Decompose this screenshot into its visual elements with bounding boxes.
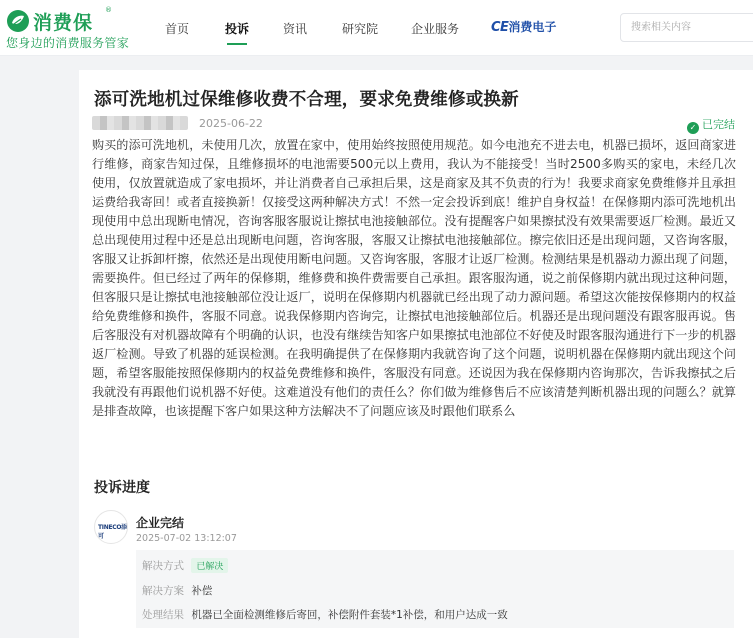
nav-home[interactable]: 首页 xyxy=(165,22,190,36)
resolution-method-row xyxy=(142,558,228,573)
nav-consumer-electronics[interactable] xyxy=(491,18,556,35)
ce-label: 消费电子 xyxy=(508,20,557,34)
check-circle-icon: ✓ xyxy=(687,122,699,134)
leaf-logo-icon xyxy=(6,9,30,33)
resolution-plan-label: 解决方案 xyxy=(142,585,184,597)
tineco-logo-icon xyxy=(94,510,128,544)
status-badge xyxy=(687,116,735,134)
resolution-result-label: 处理结果 xyxy=(142,609,184,621)
company-name: 企业完结 xyxy=(136,516,185,530)
complaint-card xyxy=(79,70,753,638)
complaint-body: 购买的添可洗地机，未使用几次，放置在家中，使用始终按照使用规范。如今电池充不进去电，机器已损坏，返回商家进行维修，商家告知过保，且维修损坏的电池需要500元以上费用，我认为不能接受！当时2500多购买的家电，未经几次使用，仅放置就造成了家电损坏，并让消费者自己承担后果，这是商家及其不负责的行为！我要求商家免费维修并且承担运费给我寄回！或者直接换新！仅接受这两种解决方式！不然一定会投诉到底！维护自身权益！在保修期内添可洗地机出现使用中总出现断电情况，咨询客服客服说让擦拭电池接触部位。没有提醒客户如果擦拭没有效果需要返厂检测。最近又总出现使用过程中还是总出现断电问题，咨询客服，客服又让擦拭电池接触部位。擦完依旧还是出现问题，又咨询客服，客服又让拆卸杆擦，依然还是出现使用断电问题。又咨询客服，客服才让返厂检测。检测结果是机器动力源出现了问题，需要换件。但已经过了两年的保修期，维修费和换件费需要自己承担。跟客服沟通，说之前保修期内就出现过这种问题，但客服只是让擦拭电池接触部位没让返厂，说明在保修期内机器就已经出现了动力源问题。希望这次能按保修期内的权益给免费维修和换件，客服不同意。说我保修期内咨询完，让擦拭电池接触部位后。机器还是出现问题没有跟客服再说。售后客服没有对机器故障有个明确的认识，也没有继续告知客户如果擦拭电池部位不好使及时跟客服沟通进行下一步的机器返厂检测。导致了机器的延误检测。在我明确提供了在保修期内我就咨询了这个问题，说明机器在保修期内就出现这个问题，希望客服能按照保修期内的权益免费维修和换件，客服没有同意。还说因为我在保修期内咨询那次，告诉我擦拭之后我就没有再跟他们说机器不好使。这难道没有他们的责任么？你们做为维修售后不应该清楚判断机器出现的问题么？就算是排查故障，也该提醒下客户如果这种方法解决不了问题应该及时跟他们联系么 xyxy=(92,138,736,418)
nav-news[interactable]: 资讯 xyxy=(283,22,308,36)
top-header xyxy=(0,0,753,56)
progress-section-title: 投诉进度 xyxy=(94,480,150,496)
resolution-result-row xyxy=(142,607,508,622)
resolution-plan-row xyxy=(142,583,212,598)
resolution-box xyxy=(136,550,734,628)
status-label: 已完结 xyxy=(702,118,735,131)
resolved-badge: 已解决 xyxy=(191,558,228,573)
resolution-method-label: 解决方式 xyxy=(142,560,184,572)
logo-slogan: 您身边的消费服务管家 xyxy=(6,36,130,50)
search-input[interactable] xyxy=(621,14,741,41)
nav-complaints[interactable]: 投诉 xyxy=(225,22,250,36)
nav-enterprise[interactable]: 企业服务 xyxy=(411,22,460,36)
complaint-date: 2025-06-22 xyxy=(199,117,263,130)
nav-active-underline xyxy=(227,43,247,45)
resolution-plan-value: 补偿 xyxy=(191,585,213,597)
blurred-username xyxy=(92,116,188,130)
nav-research[interactable]: 研究院 xyxy=(342,22,379,36)
ce-prefix: CE xyxy=(491,20,509,35)
resolution-result-value: 机器已全面检测维修后寄回，补偿附件套装*1补偿，和用户达成一致 xyxy=(191,609,508,621)
complaint-title: 添可洗地机过保维修收费不合理，要求免费维修或换新 xyxy=(94,90,519,110)
logo-text: 消费保 xyxy=(33,12,94,34)
search-box[interactable] xyxy=(620,13,753,42)
logo-registered-mark: ® xyxy=(105,6,112,14)
company-logo-text: TINECO添可 xyxy=(98,524,127,540)
progress-time: 2025-07-02 13:12:07 xyxy=(136,533,237,544)
